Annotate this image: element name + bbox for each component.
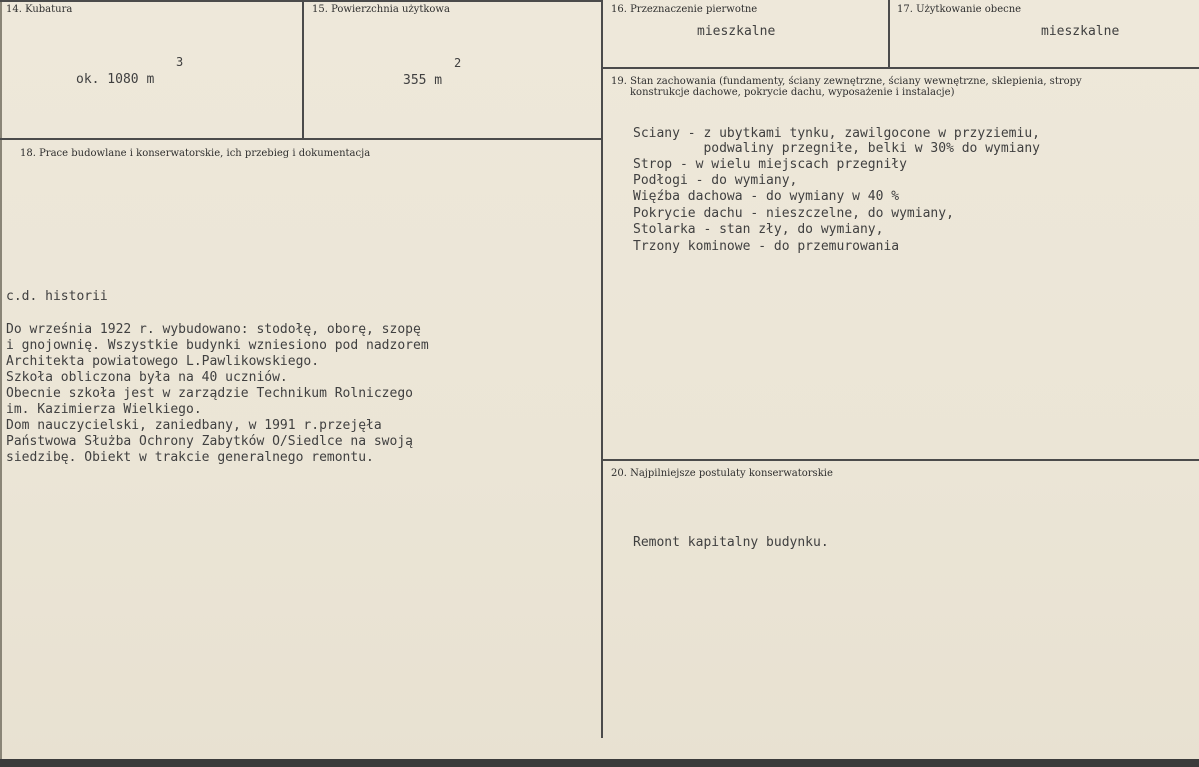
field-18-line: Do września 1922 r. wybudowano: stodołę, oborę, szopę	[6, 322, 421, 337]
field-20-value: Remont kapitalny budynku.	[633, 535, 829, 550]
field-19-line: Podłogi - do wymiany,	[633, 173, 798, 188]
field-18-line: Obecnie szkoła jest w zarządzie Technikum Rolniczego	[6, 386, 413, 401]
field-15-value: 355 m	[403, 73, 443, 88]
field-19-line: Strop - w wielu miejscach przegniły	[633, 157, 907, 172]
field-16-value: mieszkalne	[697, 24, 776, 39]
rule-under-f16-f17	[603, 67, 1199, 69]
field-19-line: Trzony kominowe - do przemurowania	[633, 239, 900, 254]
card-left-edge	[0, 0, 2, 759]
rule-top-left	[0, 0, 602, 2]
field-15-superscript: 2	[454, 56, 462, 70]
field-19-line: Pokrycie dachu - nieszczelne, do wymiany,	[633, 206, 954, 221]
field-18-label: 18. Prace budowlane i konserwatorskie, ich przebieg i dokumentacja	[20, 148, 371, 159]
field-19-line: Więźba dachowa - do wymiany w 40 %	[633, 189, 900, 204]
field-18-line: Państwowa Służba Ochrony Zabytków O/Siedlce na swoją	[6, 434, 413, 449]
rule-vert-f14-f15	[302, 0, 304, 139]
field-14-value: ok. 1080 m	[76, 72, 155, 87]
field-18-line: Szkoła obliczona była na 40 uczniów.	[6, 370, 288, 385]
rule-vert-f16-f17	[888, 0, 890, 68]
field-19-label-line1: 19. Stan zachowania (fundamenty, ściany zewnętrzne, ściany wewnętrzne, sklepienia, stropy	[611, 76, 1082, 87]
field-18-heading: c.d. historii	[6, 289, 108, 304]
field-19-line: Stolarka - stan zły, do wymiany,	[633, 222, 884, 237]
field-18-line: Dom nauczycielski, zaniedbany, w 1991 r.przejęła	[6, 418, 382, 433]
field-19-line: Sciany - z ubytkami tynku, zawilgocone w przyziemiu,	[633, 126, 1040, 141]
field-18-line: Architekta powiatowego L.Pawlikowskiego.	[6, 354, 320, 369]
field-19-line: podwaliny przegniłe, belki w 30% do wymiany	[633, 141, 1040, 156]
rule-vert-center	[601, 0, 603, 738]
field-18-line: i gnojownię. Wszystkie budynki wzniesiono pod nadzorem	[6, 338, 429, 353]
field-20-label: 20. Najpilniejsze postulaty konserwatorskie	[611, 468, 833, 479]
card-bottom-edge	[0, 759, 1199, 767]
field-17-value: mieszkalne	[1041, 24, 1120, 39]
field-14-label: 14. Kubatura	[6, 4, 73, 15]
field-15-label: 15. Powierzchnia użytkowa	[312, 4, 450, 15]
field-18-line: siedzibę. Obiekt w trakcie generalnego remontu.	[6, 450, 374, 465]
field-18-line: im. Kazimierza Wielkiego.	[6, 402, 202, 417]
field-17-label: 17. Użytkowanie obecne	[897, 4, 1022, 15]
field-14-superscript: 3	[176, 55, 184, 69]
field-19-label-line2: konstrukcje dachowe, pokrycie dachu, wyposażenie i instalacje)	[630, 87, 955, 98]
rule-under-f19	[603, 459, 1199, 461]
rule-under-f14-f15	[0, 138, 602, 140]
field-16-label: 16. Przeznaczenie pierwotne	[611, 4, 758, 15]
